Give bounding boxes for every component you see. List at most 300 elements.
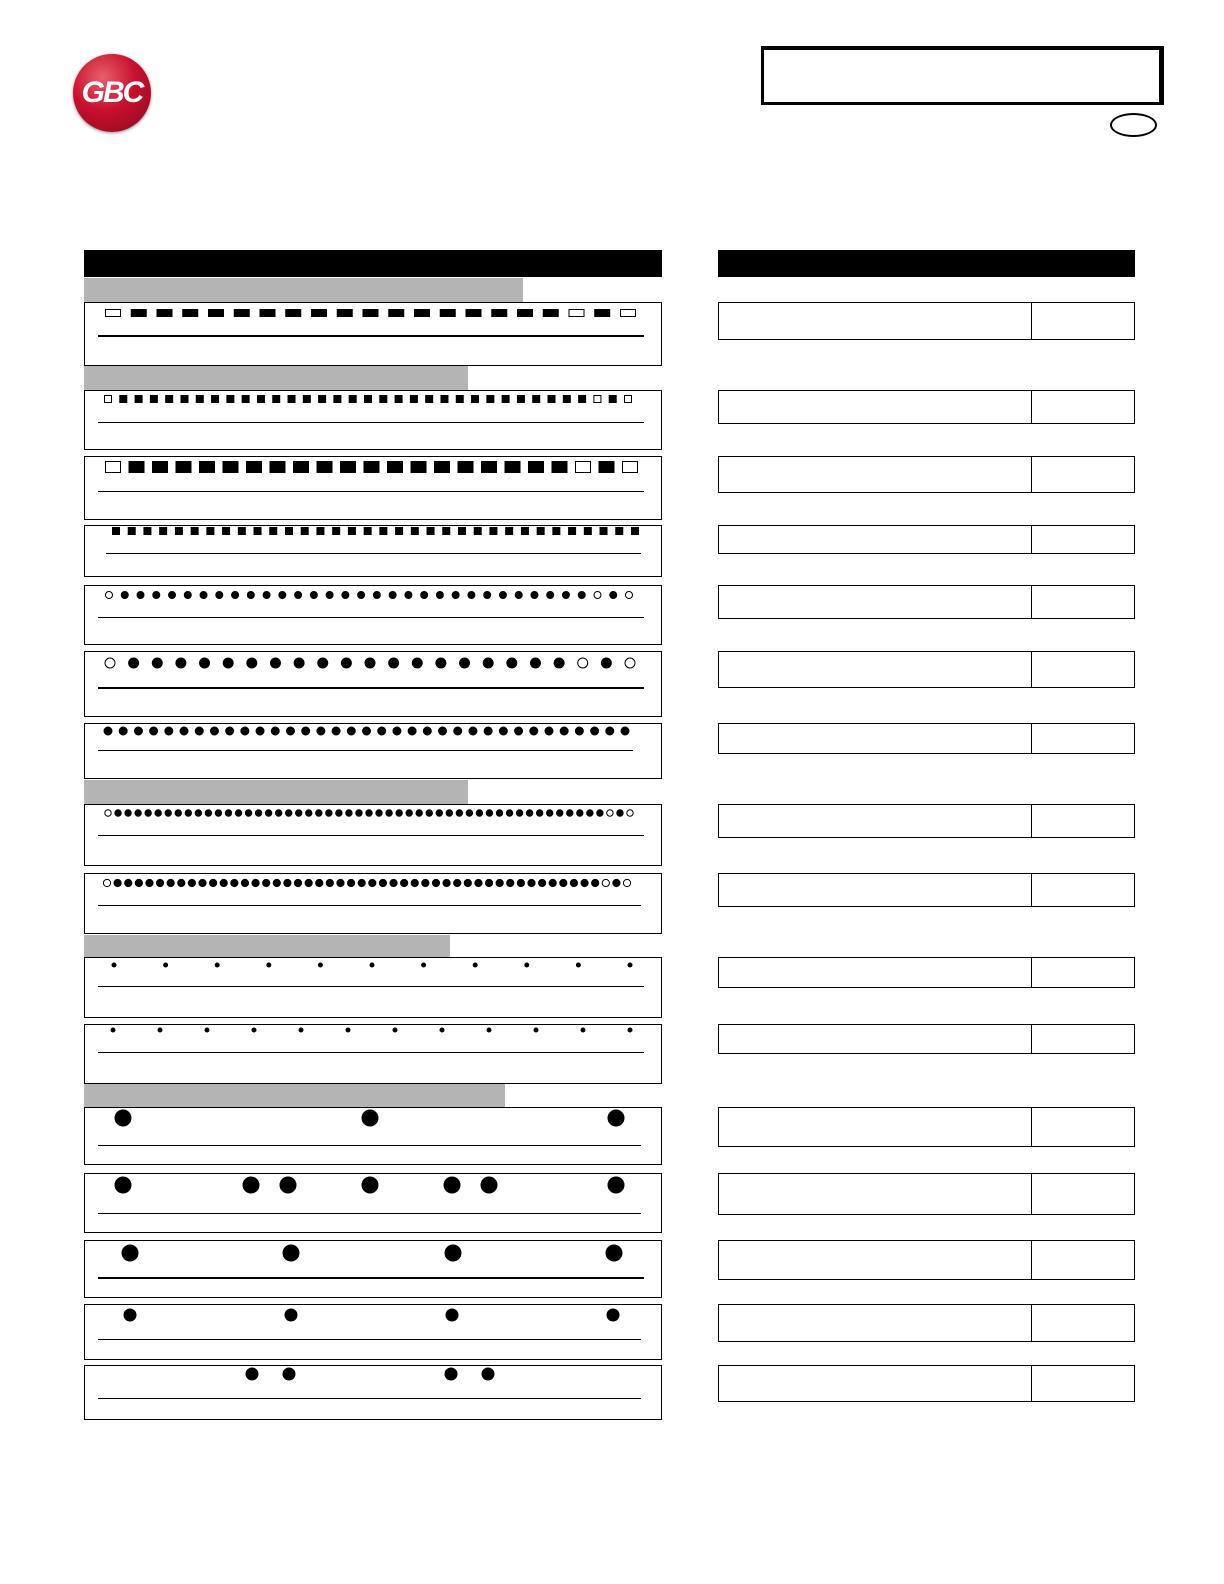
punch-hole-mark xyxy=(445,1245,461,1261)
right-row-6 xyxy=(718,651,1135,688)
section-bar-2 xyxy=(84,366,468,390)
punch-hole-mark xyxy=(411,462,426,473)
punch-hole-mark xyxy=(288,396,295,403)
punch-hole-mark xyxy=(285,810,291,816)
punch-hole-mark xyxy=(195,810,201,816)
punch-hole-mark xyxy=(549,879,556,886)
punch-hole-mark xyxy=(464,879,471,886)
punch-hole-mark xyxy=(537,528,544,535)
punch-hole-mark xyxy=(165,727,173,735)
punch-hole-mark xyxy=(366,810,372,816)
punch-hole-mark xyxy=(280,1177,296,1193)
pattern-marks-15 xyxy=(85,1305,663,1361)
punch-hole-mark xyxy=(440,310,455,317)
punch-hole-mark xyxy=(369,879,376,886)
punch-hole-mark xyxy=(422,963,426,967)
punch-hole-mark xyxy=(284,879,291,886)
punch-hole-mark xyxy=(326,810,332,816)
punch-hole-mark xyxy=(312,310,327,317)
punch-hole-mark xyxy=(379,879,386,886)
punch-hole-mark xyxy=(285,1309,297,1321)
punch-hole-mark xyxy=(466,310,481,317)
right-row-11 xyxy=(718,1024,1135,1054)
punch-hole-mark xyxy=(606,727,614,735)
punch-hole-mark xyxy=(326,592,333,599)
punch-hole-mark xyxy=(526,810,532,816)
punch-hole-mark xyxy=(592,879,599,886)
punch-hole-mark xyxy=(270,658,280,668)
punch-hole-mark xyxy=(125,879,132,886)
open-hole-mark xyxy=(625,658,635,668)
punch-hole-mark xyxy=(408,727,416,735)
punch-hole-mark xyxy=(124,1309,136,1321)
punch-hole-mark xyxy=(294,462,309,473)
pattern-box-5 xyxy=(84,585,662,645)
punch-hole-mark xyxy=(411,879,418,886)
punch-hole-mark xyxy=(454,727,462,735)
punch-hole-mark xyxy=(131,310,146,317)
punch-hole-mark xyxy=(389,658,399,668)
punch-hole-mark xyxy=(121,592,128,599)
punch-hole-mark xyxy=(196,396,203,403)
pattern-rule xyxy=(98,335,644,337)
punch-hole-mark xyxy=(286,528,293,535)
punch-hole-mark xyxy=(584,528,591,535)
punch-hole-mark xyxy=(456,396,463,403)
punch-hole-mark xyxy=(125,810,131,816)
punch-hole-mark xyxy=(176,462,191,473)
punch-hole-mark xyxy=(363,727,371,735)
punch-hole-mark xyxy=(390,879,397,886)
pattern-marks-16 xyxy=(85,1366,663,1421)
punch-hole-mark xyxy=(426,810,432,816)
right-row-7 xyxy=(718,723,1135,754)
open-hole-mark xyxy=(578,658,588,668)
punch-hole-mark xyxy=(560,727,568,735)
punch-hole-mark xyxy=(247,592,254,599)
punch-hole-mark xyxy=(563,396,570,403)
punch-hole-mark xyxy=(475,879,482,886)
punch-hole-mark xyxy=(507,879,514,886)
punch-hole-mark xyxy=(317,528,324,535)
punch-hole-mark xyxy=(496,879,503,886)
punch-hole-mark xyxy=(341,462,356,473)
punch-hole-mark xyxy=(608,1177,624,1193)
row-divider xyxy=(1031,1025,1032,1053)
punch-hole-mark xyxy=(608,1110,624,1126)
punch-hole-mark xyxy=(562,592,569,599)
right-column-header xyxy=(718,250,1135,277)
row-divider xyxy=(1031,652,1032,687)
punch-hole-mark xyxy=(273,396,280,403)
punch-hole-mark xyxy=(223,528,230,535)
punch-hole-mark xyxy=(380,528,387,535)
punch-hole-mark xyxy=(302,727,310,735)
punch-hole-mark xyxy=(518,310,533,317)
punch-hole-mark xyxy=(135,810,141,816)
punch-hole-mark xyxy=(529,462,544,473)
punch-hole-mark xyxy=(252,879,259,886)
punch-hole-mark xyxy=(474,528,481,535)
punch-hole-mark xyxy=(466,810,472,816)
punch-hole-mark xyxy=(181,396,188,403)
punch-hole-mark xyxy=(212,396,219,403)
punch-hole-mark xyxy=(423,727,431,735)
punch-hole-mark xyxy=(216,592,223,599)
punch-hole-mark xyxy=(365,658,375,668)
punch-hole-mark xyxy=(255,810,261,816)
punch-hole-mark xyxy=(499,592,506,599)
punch-hole-mark xyxy=(422,879,429,886)
punch-hole-mark xyxy=(484,592,491,599)
punch-hole-mark xyxy=(484,727,492,735)
punch-hole-mark xyxy=(536,810,542,816)
punch-hole-mark xyxy=(628,963,632,967)
punch-hole-mark xyxy=(530,658,540,668)
punch-hole-mark xyxy=(215,810,221,816)
pattern-box-13 xyxy=(84,1173,662,1233)
right-row-9 xyxy=(718,873,1135,907)
open-hole-mark xyxy=(576,462,591,473)
punch-hole-mark xyxy=(135,396,142,403)
punch-hole-mark xyxy=(472,396,479,403)
punch-hole-mark xyxy=(257,396,264,403)
pattern-marks-2 xyxy=(85,391,663,451)
punch-hole-mark xyxy=(435,462,450,473)
right-row-1 xyxy=(718,302,1135,340)
logo-text: GBC xyxy=(81,76,143,109)
punch-hole-mark xyxy=(552,462,567,473)
pattern-rule xyxy=(98,687,644,689)
punch-hole-mark xyxy=(209,310,224,317)
right-row-3 xyxy=(718,456,1135,493)
punch-hole-mark xyxy=(363,310,378,317)
punch-hole-mark xyxy=(317,727,325,735)
punch-hole-mark xyxy=(406,810,412,816)
punch-hole-mark xyxy=(617,810,623,816)
pattern-box-1 xyxy=(84,302,662,366)
row-divider xyxy=(1031,586,1032,618)
punch-hole-mark xyxy=(609,396,616,403)
pattern-marks-6 xyxy=(85,652,663,718)
punch-hole-mark xyxy=(317,462,332,473)
right-row-4 xyxy=(718,525,1135,554)
punch-hole-mark xyxy=(283,1245,299,1261)
punch-hole-mark xyxy=(205,810,211,816)
pattern-box-9 xyxy=(84,873,662,934)
punch-hole-mark xyxy=(283,1368,295,1380)
punch-hole-mark xyxy=(242,396,249,403)
punch-hole-mark xyxy=(553,528,560,535)
punch-hole-mark xyxy=(227,396,234,403)
pattern-marks-11 xyxy=(85,1025,663,1085)
punch-hole-mark xyxy=(128,528,135,535)
punch-hole-mark xyxy=(235,810,241,816)
row-divider xyxy=(1031,303,1032,339)
punch-hole-mark xyxy=(496,810,502,816)
punch-hole-mark xyxy=(145,810,151,816)
open-hole-mark xyxy=(594,592,601,599)
pattern-box-6 xyxy=(84,651,662,717)
punch-hole-mark xyxy=(333,528,340,535)
punch-hole-mark xyxy=(295,592,302,599)
punch-hole-mark xyxy=(579,396,586,403)
pattern-box-10 xyxy=(84,957,662,1018)
punch-hole-mark xyxy=(599,462,614,473)
punch-hole-mark xyxy=(393,727,401,735)
punch-hole-mark xyxy=(452,592,459,599)
punch-hole-mark xyxy=(356,810,362,816)
punch-hole-mark xyxy=(263,879,270,886)
punch-hole-mark xyxy=(445,1368,457,1380)
open-hole-mark xyxy=(602,879,609,886)
punch-hole-mark xyxy=(362,1177,378,1193)
punch-hole-mark xyxy=(432,879,439,886)
section-bar-3 xyxy=(84,780,468,804)
punch-hole-mark xyxy=(270,528,277,535)
punch-hole-mark xyxy=(581,879,588,886)
punch-hole-mark xyxy=(560,879,567,886)
punch-hole-mark xyxy=(601,658,611,668)
punch-hole-mark xyxy=(436,592,443,599)
open-hole-mark xyxy=(621,310,636,317)
punch-hole-mark xyxy=(184,592,191,599)
punch-hole-mark xyxy=(270,462,285,473)
punch-hole-mark xyxy=(454,879,461,886)
open-hole-mark xyxy=(626,592,633,599)
punch-hole-mark xyxy=(180,727,188,735)
punch-hole-mark xyxy=(482,462,497,473)
pattern-marks-5 xyxy=(85,586,663,646)
punch-hole-mark xyxy=(507,658,517,668)
punch-hole-mark xyxy=(316,879,323,886)
punch-hole-mark xyxy=(393,1028,397,1032)
punch-hole-mark xyxy=(587,810,593,816)
punch-hole-mark xyxy=(613,879,620,886)
punch-hole-mark xyxy=(316,810,322,816)
punch-hole-mark xyxy=(459,528,466,535)
punch-hole-mark xyxy=(482,1368,494,1380)
punch-hole-mark xyxy=(436,658,446,668)
punch-hole-mark xyxy=(310,592,317,599)
punch-hole-mark xyxy=(169,592,176,599)
punch-hole-mark xyxy=(247,462,262,473)
punch-hole-mark xyxy=(185,810,191,816)
punch-hole-mark xyxy=(378,727,386,735)
punch-hole-mark xyxy=(380,396,387,403)
punch-hole-mark xyxy=(301,528,308,535)
punch-hole-mark xyxy=(265,810,271,816)
punch-hole-mark xyxy=(443,528,450,535)
punch-hole-mark xyxy=(347,727,355,735)
punch-hole-mark xyxy=(112,963,116,967)
punch-hole-mark xyxy=(436,810,442,816)
punch-hole-mark xyxy=(279,592,286,599)
punch-hole-mark xyxy=(427,528,434,535)
punch-hole-mark xyxy=(517,879,524,886)
punch-hole-mark xyxy=(346,1028,350,1032)
punch-hole-mark xyxy=(115,810,121,816)
punch-hole-mark xyxy=(487,1028,491,1032)
punch-hole-mark xyxy=(318,658,328,668)
open-hole-mark xyxy=(569,310,584,317)
punch-hole-mark xyxy=(334,396,341,403)
punch-hole-mark xyxy=(421,592,428,599)
punch-hole-mark xyxy=(210,879,217,886)
row-divider xyxy=(1031,805,1032,837)
row-divider xyxy=(1031,526,1032,553)
pattern-rule xyxy=(98,422,644,423)
punch-hole-mark xyxy=(234,310,249,317)
punch-hole-mark xyxy=(530,727,538,735)
open-hole-mark xyxy=(105,810,111,816)
punch-hole-mark xyxy=(405,592,412,599)
pattern-rule xyxy=(98,1145,641,1146)
badge-oval xyxy=(1110,113,1157,137)
row-divider xyxy=(1031,1108,1032,1146)
pattern-rule xyxy=(98,986,644,987)
punch-hole-mark xyxy=(539,879,546,886)
punch-hole-mark xyxy=(341,658,351,668)
punch-hole-mark xyxy=(597,810,603,816)
punch-hole-mark xyxy=(446,1309,458,1321)
punch-hole-mark xyxy=(458,462,473,473)
pattern-rule xyxy=(98,617,644,618)
pattern-marks-14 xyxy=(85,1241,663,1299)
punch-hole-mark xyxy=(373,592,380,599)
punch-hole-mark xyxy=(346,810,352,816)
punch-hole-mark xyxy=(299,1028,303,1032)
punch-hole-mark xyxy=(114,879,121,886)
punch-hole-mark xyxy=(115,1177,131,1193)
open-hole-mark xyxy=(106,310,121,317)
punch-hole-mark xyxy=(150,727,158,735)
punch-hole-mark xyxy=(610,592,617,599)
punch-hole-mark xyxy=(616,528,623,535)
punch-hole-mark xyxy=(521,528,528,535)
pattern-marks-13 xyxy=(85,1174,663,1234)
punch-hole-mark xyxy=(486,810,492,816)
punch-hole-mark xyxy=(305,879,312,886)
pattern-rule xyxy=(98,491,644,492)
gbc-logo xyxy=(73,54,151,132)
punch-hole-mark xyxy=(247,658,257,668)
punch-hole-mark xyxy=(545,727,553,735)
row-divider xyxy=(1031,1366,1032,1401)
pattern-rule xyxy=(98,905,641,906)
punch-hole-mark xyxy=(200,462,215,473)
punch-hole-mark xyxy=(232,592,239,599)
punch-hole-mark xyxy=(577,810,583,816)
open-hole-mark xyxy=(105,658,115,668)
punch-hole-mark xyxy=(370,963,374,967)
punch-hole-mark xyxy=(528,879,535,886)
left-column-header xyxy=(84,250,662,277)
punch-hole-mark xyxy=(342,592,349,599)
punch-hole-mark xyxy=(440,1028,444,1032)
punch-hole-mark xyxy=(444,1177,460,1193)
punch-hole-mark xyxy=(158,1028,162,1032)
punch-hole-mark xyxy=(200,658,210,668)
row-divider xyxy=(1031,874,1032,906)
punch-hole-mark xyxy=(286,310,301,317)
punch-hole-mark xyxy=(238,528,245,535)
punch-hole-mark xyxy=(348,528,355,535)
pattern-box-8 xyxy=(84,804,662,866)
punch-hole-mark xyxy=(364,528,371,535)
punch-hole-mark xyxy=(336,810,342,816)
punch-hole-mark xyxy=(607,1309,619,1321)
punch-hole-mark xyxy=(252,1028,256,1032)
row-divider xyxy=(1031,391,1032,423)
punch-hole-mark xyxy=(515,592,522,599)
title-box xyxy=(761,46,1164,105)
punch-hole-mark xyxy=(243,1177,259,1193)
punch-hole-mark xyxy=(517,396,524,403)
pattern-marks-4 xyxy=(85,526,663,578)
section-bar-1 xyxy=(84,278,523,302)
punch-hole-mark xyxy=(456,810,462,816)
punch-hole-mark xyxy=(575,727,583,735)
punch-hole-mark xyxy=(134,727,142,735)
punch-hole-mark xyxy=(146,879,153,886)
row-divider xyxy=(1031,457,1032,492)
pattern-box-3 xyxy=(84,456,662,520)
punch-hole-mark xyxy=(632,528,639,535)
punch-hole-mark xyxy=(129,658,139,668)
pattern-rule xyxy=(98,1277,644,1279)
open-hole-mark xyxy=(106,592,113,599)
punch-hole-mark xyxy=(210,727,218,735)
punch-hole-mark xyxy=(416,810,422,816)
punch-hole-mark xyxy=(364,462,379,473)
right-row-12 xyxy=(718,1107,1135,1147)
punch-hole-mark xyxy=(205,1028,209,1032)
punch-hole-mark xyxy=(621,727,629,735)
punch-hole-mark xyxy=(160,528,167,535)
punch-hole-mark xyxy=(460,658,470,668)
punch-hole-mark xyxy=(499,727,507,735)
punch-hole-mark xyxy=(176,658,186,668)
pattern-box-7 xyxy=(84,723,662,779)
punch-hole-mark xyxy=(166,396,173,403)
punch-hole-mark xyxy=(485,879,492,886)
punch-hole-mark xyxy=(144,528,151,535)
punch-hole-mark xyxy=(273,879,280,886)
right-row-16 xyxy=(718,1365,1135,1402)
row-divider xyxy=(1031,724,1032,753)
punch-hole-mark xyxy=(441,396,448,403)
punch-hole-mark xyxy=(543,310,558,317)
punch-hole-mark xyxy=(376,810,382,816)
punch-hole-mark xyxy=(469,727,477,735)
open-hole-mark xyxy=(623,462,638,473)
pattern-box-14 xyxy=(84,1240,662,1298)
punch-hole-mark xyxy=(113,528,120,535)
punch-hole-mark xyxy=(241,879,248,886)
punch-hole-mark xyxy=(215,963,219,967)
punch-hole-mark xyxy=(362,1110,378,1126)
open-hole-mark xyxy=(607,810,613,816)
right-row-5 xyxy=(718,585,1135,619)
punch-hole-mark xyxy=(468,592,475,599)
punch-hole-mark xyxy=(548,396,555,403)
punch-hole-mark xyxy=(415,310,430,317)
punch-hole-mark xyxy=(591,727,599,735)
punch-hole-mark xyxy=(426,396,433,403)
pattern-rule xyxy=(98,1339,641,1340)
punch-hole-mark xyxy=(567,810,573,816)
